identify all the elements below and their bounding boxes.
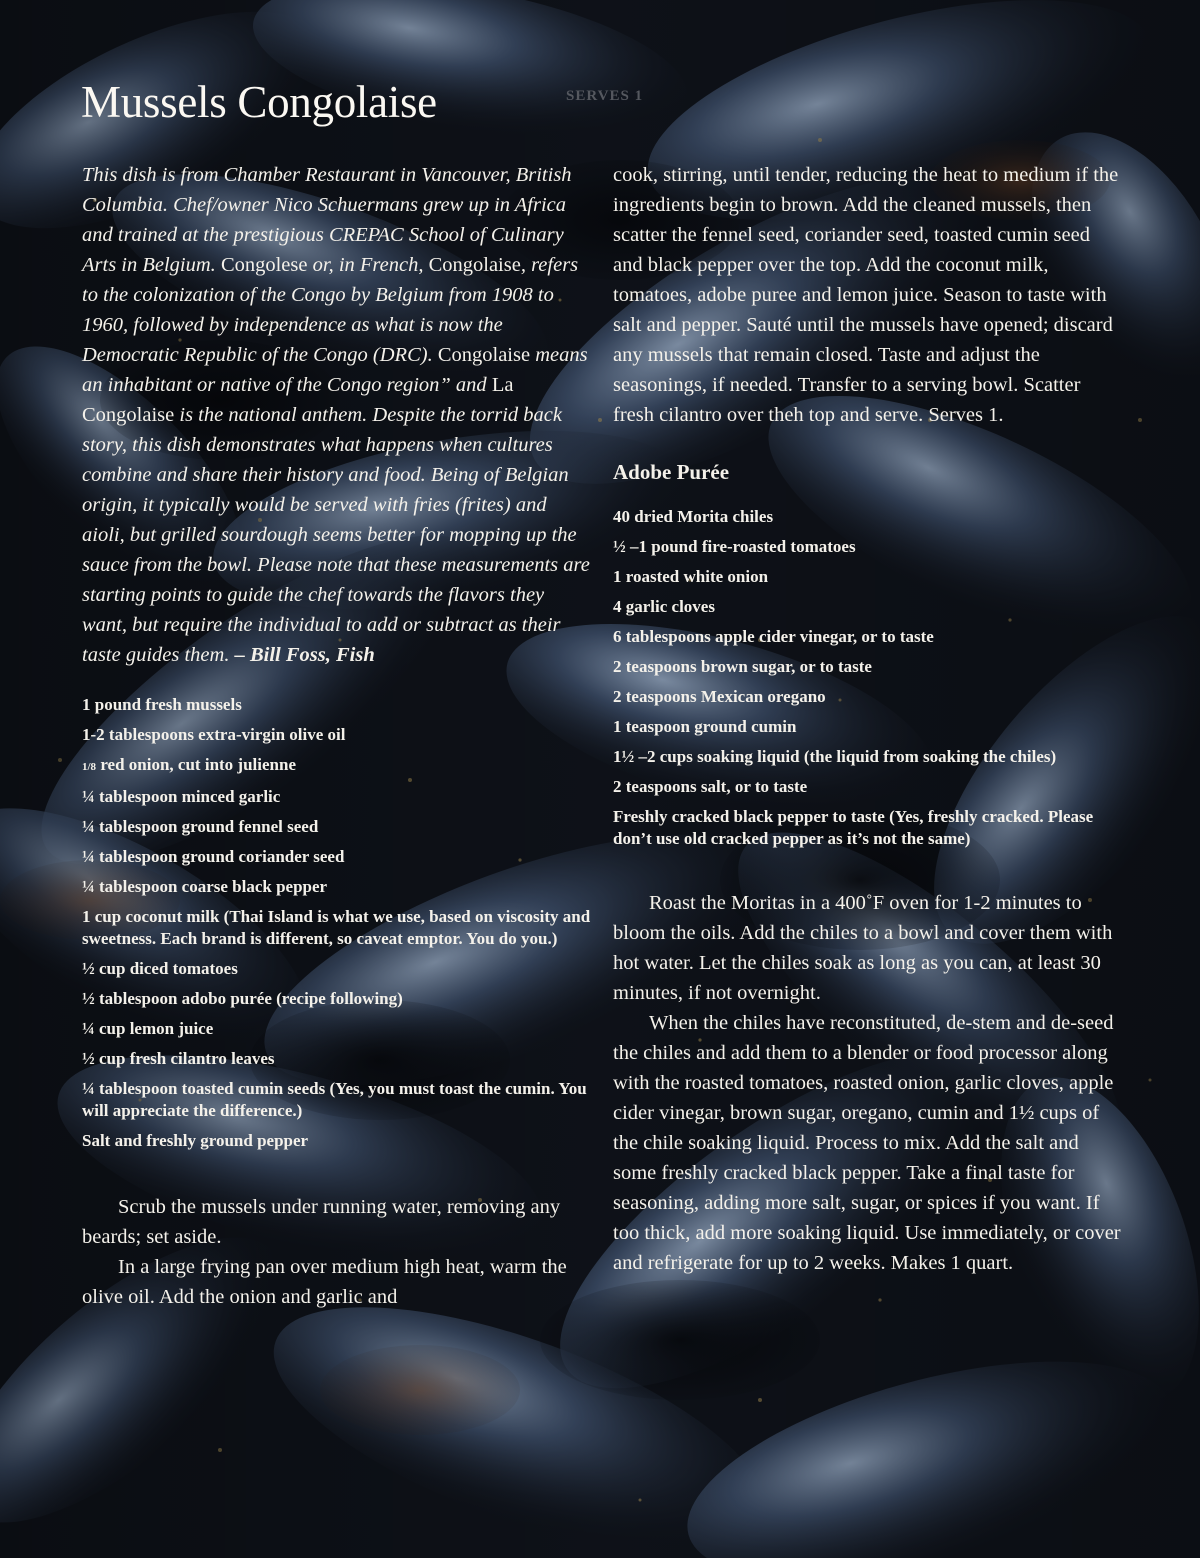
adobo-ingredient-item: 40 dried Morita chiles [613,507,774,526]
intro-text: or, in French, [307,254,429,276]
serves-label: SERVES 1 [566,88,644,104]
intro-text: , refers to the colonization of the Congo by Belgium from 1908 to 1960, followed by independence as what is now the Democratic Republic of the Congo (DRC). [82,254,579,366]
adobo-title: Adobe Purée [613,460,730,484]
method-paragraph: Roast the Moritas in a 400˚F oven for 1-2 minutes to bloom the oils. Add the chiles to a bowl and cover them with hot water. Let the chiles soak as long as you can, at least 30 minutes, if not overnight. [613,892,1113,1004]
intro-paragraph [82,160,592,670]
adobo-method [613,888,1123,1278]
adobo-ingredient-item: Freshly cracked black pepper to taste (Yes, freshly cracked. Please don’t use old cracked pepper as it’s not the same) [613,807,1094,848]
intro-text: means an inhabitant or native of the Congo region” and [82,344,588,396]
adobo-ingredient-item: ½ –1 pound fire-roasted tomatoes [613,537,856,556]
ingredient-item: ¼ tablespoon minced garlic [82,787,281,806]
ingredient-item: ½ tablespoon adobo purée (recipe following) [82,989,403,1008]
adobo-ingredient-item: 1 teaspoon ground cumin [613,717,797,736]
ingredient-item: 1 pound fresh mussels [82,695,242,714]
ingredient-item: ¼ tablespoon ground coriander seed [82,847,345,866]
adobo-ingredient-item: 2 teaspoons brown sugar, or to taste [613,657,872,676]
ingredient-item: ¼ tablespoon ground fennel seed [82,817,319,836]
ingredient-item: ½ cup diced tomatoes [82,959,238,978]
intro-signature: – Bill Foss, Fish [234,644,375,666]
intro-text: is the national anthem. Despite the torrid back story, this dish demonstrates what happens when cultures combine and share their history and food. Being of Belgian origin, it typically would be served with fries (frites) and aioli, but grilled sourdough seems better for mopping up the sauce from the bowl. Please note that these measurements are starting points to guide the chef towards the flavors they want, but require the individual to add or subtract as their taste guides them. [82,404,590,666]
method-paragraph: When the chiles have reconstituted, de-stem and de-seed the chiles and add them to a blender or food processor along with the roasted tomatoes, roasted onion, garlic cloves, apple cider vinegar, brown sugar, oregano, cumin and 1½ cups of the chile soaking liquid. Process to mix. Add the salt and some freshly cracked black pepper. Take a final taste for seasoning, adding more salt, sugar, or spices if you want. If too thick, add more soaking liquid. Use immediately, or cover and refrigerate for up to 2 weeks. Makes 1 quart. [613,1012,1121,1274]
adobo-ingredient-item: 2 teaspoons Mexican oregano [613,687,826,706]
ingredient-text: red onion, cut into julienne [100,755,296,774]
method-continued: cook, stirring, until tender, reducing the heat to medium if the ingredients begin to brown. Add the cleaned mussels, then scatter the fennel seed, coriander seed, toasted cumin seed and black pepper over the top. Add the coconut milk, tomatoes, adobe puree and lemon juice. Season to taste with salt and pepper. Sauté until the mussels have opened; discard any mussels that remain closed. Taste and adjust the seasonings, if needed. Transfer to a serving bowl. Scatter fresh cilantro over theh top and serve. Serves 1. [613,164,1119,426]
intro-text: Congolaise [428,254,521,276]
adobo-ingredient-item: 6 tablespoons apple cider vinegar, or to taste [613,627,934,646]
intro-text: La Congolaise [82,374,514,426]
left-column [82,160,592,1312]
ingredient-item: ¼ cup lemon juice [82,1019,214,1038]
adobo-ingredient-item: 4 garlic cloves [613,597,715,616]
intro-text: Congolaise [437,344,531,366]
ingredient-item [82,754,592,778]
page-title: Mussels Congolaise [81,77,437,127]
ingredient-item: 1-2 tablespoons extra-virgin olive oil [82,725,346,744]
method-left [82,1192,592,1312]
adobo-ingredient-list [613,506,1123,850]
intro-text: Congolese [220,254,308,276]
ingredient-item: ¼ tablespoon coarse black pepper [82,877,328,896]
method-paragraph: Scrub the mussels under running water, removing any beards; set aside. [82,1196,561,1248]
adobo-ingredient-item: 1½ –2 cups soaking liquid (the liquid from soaking the chiles) [613,747,1057,766]
ingredient-item: 1 cup coconut milk (Thai Island is what we use, based on viscosity and sweetness. Each brand is different, so caveat emptor. You do you.) [82,907,591,948]
ingredient-fraction: 1/8 [82,761,97,773]
ingredient-list [82,694,592,1152]
adobo-ingredient-item: 2 teaspoons salt, or to taste [613,777,808,796]
ingredient-item: ¼ tablespoon toasted cumin seeds (Yes, you must toast the cumin. You will appreciate the difference.) [82,1079,587,1120]
intro-text: This dish is from Chamber Restaurant in Vancouver, British Columbia. Chef/owner Nico Schuermans grew up in Africa and trained at the prestigious CREPAC School of Culinary Arts in Belgium. [82,164,572,276]
adobo-ingredient-item: 1 roasted white onion [613,567,769,586]
method-paragraph: In a large frying pan over medium high heat, warm the olive oil. Add the onion and garlic and [82,1256,567,1308]
right-column [613,160,1123,1278]
ingredient-item: ½ cup fresh cilantro leaves [82,1049,275,1068]
ingredient-item: Salt and freshly ground pepper [82,1131,309,1150]
